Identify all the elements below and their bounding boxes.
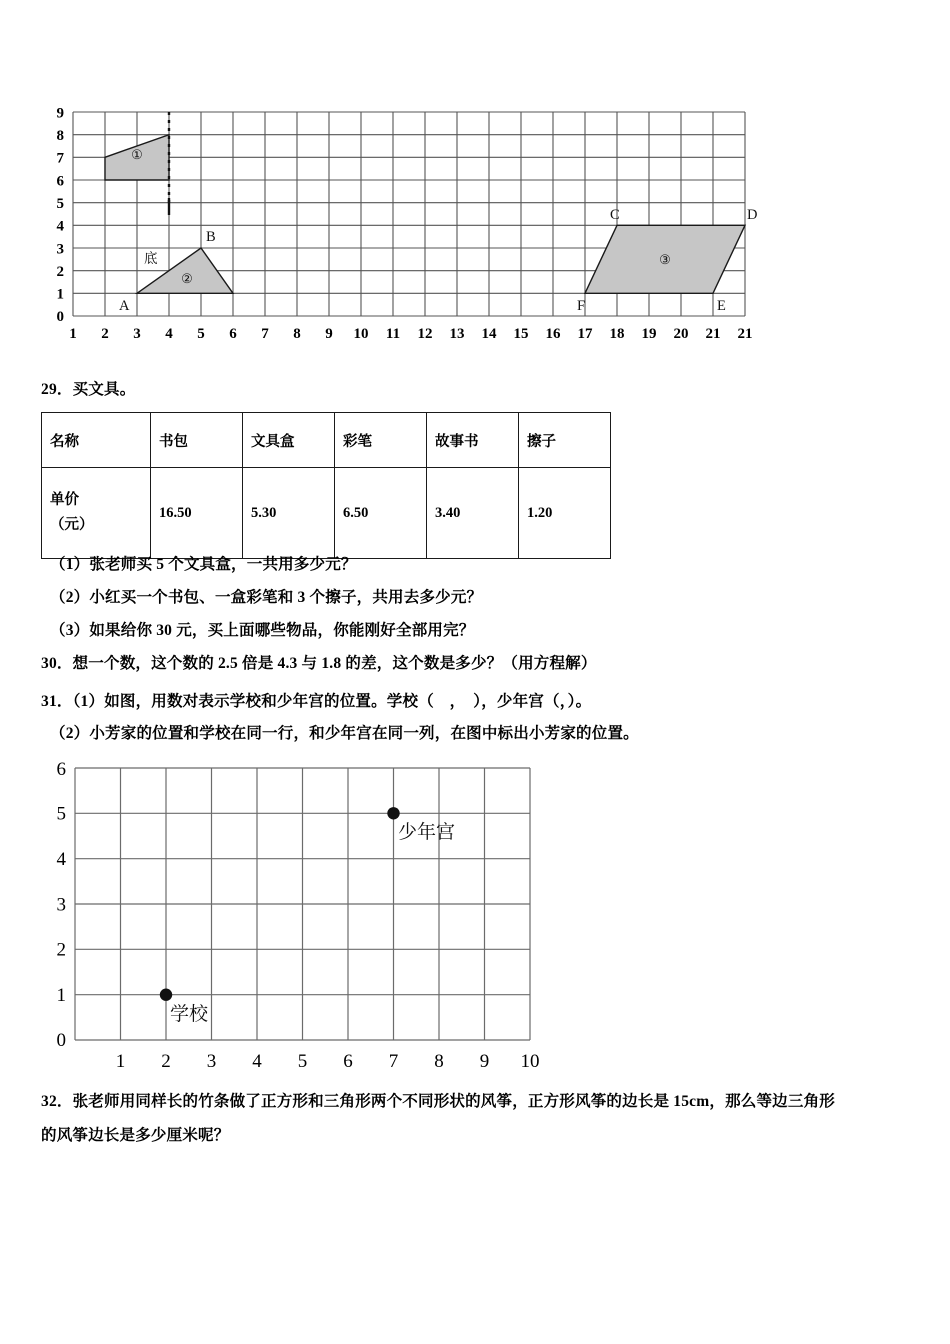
figure1-x-tick-labels — [69, 326, 752, 342]
question-32-line-1: 32．张老师用同样长的竹条做了正方形和三角形两个不同形状的风筝，正方形风筝的边长是 15cm，那么等边三角形 — [41, 1093, 835, 1110]
svg-text:19: 19 — [641, 326, 657, 342]
question-32-line-2: 的风筝边长是多少厘米呢？ — [41, 1127, 230, 1144]
svg-text:5: 5 — [56, 803, 66, 825]
svg-text:3: 3 — [56, 894, 66, 916]
point-school-label: 学校 — [170, 1004, 209, 1025]
grid-lines — [75, 768, 530, 1040]
question-31-line-1: 31．（1）如图，用数对表示学校和少年宫的位置。学校（ ， ），少年宫（，）。 — [41, 693, 592, 710]
svg-text:9: 9 — [325, 326, 333, 342]
svg-text:2: 2 — [56, 939, 66, 961]
svg-text:13: 13 — [449, 326, 465, 342]
svg-text:1: 1 — [115, 1051, 126, 1072]
table-header-colorpen: 彩笔 — [335, 413, 427, 468]
svg-text:10: 10 — [520, 1051, 540, 1072]
svg-text:5: 5 — [197, 326, 205, 342]
point-youth-palace-dot — [387, 807, 399, 819]
table-price-pencilcase: 5.30 — [243, 468, 335, 559]
base-label: 底 — [144, 251, 158, 266]
table-row-price — [42, 468, 611, 559]
table-header-storybook: 故事书 — [427, 413, 519, 468]
svg-text:16: 16 — [545, 326, 561, 342]
figure1-y-tick-labels — [57, 105, 65, 325]
svg-text:1: 1 — [56, 286, 64, 303]
shape-1-label: ① — [131, 147, 143, 162]
point-youth-palace-label: 少年宫 — [398, 822, 456, 843]
table-price-storybook: 3.40 — [427, 468, 519, 559]
svg-text:7: 7 — [261, 326, 269, 342]
table-price-backpack: 16.50 — [151, 468, 243, 559]
question-29-stem: 29．买文具。 — [41, 381, 136, 398]
price-label-line1: 单价 — [50, 492, 79, 508]
svg-text:4: 4 — [56, 218, 64, 235]
vertex-label-E: E — [717, 298, 726, 314]
svg-text:11: 11 — [385, 326, 401, 342]
figure2-y-tick-labels — [57, 759, 67, 1051]
svg-text:6: 6 — [343, 1051, 353, 1072]
figure-coordinate-grid — [40, 752, 580, 1077]
figure-grid-shapes — [40, 95, 770, 345]
table-price-label — [42, 468, 151, 559]
svg-text:1: 1 — [56, 985, 66, 1006]
svg-text:15: 15 — [513, 326, 529, 342]
svg-text:6: 6 — [229, 326, 237, 342]
svg-text:4: 4 — [252, 1051, 262, 1072]
stationery-price-table — [41, 412, 611, 559]
svg-text:21: 21 — [705, 326, 721, 342]
table-header-pencilcase: 文具盒 — [243, 413, 335, 468]
point-school-dot — [160, 989, 172, 1001]
question-29-sub-3: （3）如果给你 30 元，买上面哪些物品，你能刚好全部用完？ — [50, 622, 475, 639]
question-29-sub-2: （2）小红买一个书包、一盒彩笔和 3 个擦子，共用去多少元？ — [50, 589, 483, 606]
price-label-line2: （元） — [50, 517, 94, 533]
svg-text:10: 10 — [353, 326, 369, 342]
svg-text:12: 12 — [417, 326, 433, 342]
figure2-x-tick-labels — [116, 1051, 540, 1072]
figure2-svg — [40, 752, 580, 1077]
svg-text:14: 14 — [481, 326, 497, 342]
svg-text:17: 17 — [577, 326, 593, 342]
svg-text:18: 18 — [609, 326, 625, 342]
shape-2-label: ② — [181, 271, 193, 286]
vertex-label-D: D — [747, 207, 758, 223]
svg-text:5: 5 — [56, 196, 64, 212]
svg-text:4: 4 — [56, 849, 66, 870]
vertex-label-B: B — [206, 229, 216, 245]
table-row-header — [42, 413, 611, 468]
svg-text:20: 20 — [673, 326, 689, 342]
table-header-backpack: 书包 — [151, 413, 243, 468]
svg-text:2: 2 — [101, 326, 109, 342]
svg-text:6: 6 — [56, 759, 66, 780]
svg-text:2: 2 — [56, 264, 64, 280]
svg-text:9: 9 — [479, 1051, 490, 1072]
svg-text:9: 9 — [56, 105, 64, 122]
svg-text:7: 7 — [388, 1051, 399, 1072]
svg-text:21: 21 — [737, 326, 753, 342]
table-header-name: 名称 — [42, 413, 151, 468]
question-30-text: 30．想一个数，这个数的 2.5 倍是 4.3 与 1.8 的差，这个数是多少？（用方程解） — [41, 655, 597, 672]
svg-text:1: 1 — [69, 326, 77, 342]
svg-text:6: 6 — [56, 173, 64, 190]
figure1-svg — [40, 95, 770, 345]
svg-text:3: 3 — [56, 241, 64, 258]
svg-text:3: 3 — [133, 326, 141, 342]
table-price-eraser: 1.20 — [519, 468, 611, 559]
table-header-eraser: 擦子 — [519, 413, 611, 468]
svg-text:3: 3 — [206, 1051, 217, 1072]
svg-text:4: 4 — [165, 326, 173, 342]
shape-3-label: ③ — [659, 252, 671, 267]
svg-text:8: 8 — [434, 1051, 444, 1072]
table-price-colorpen: 6.50 — [335, 468, 427, 559]
svg-text:0: 0 — [56, 309, 64, 325]
svg-text:8: 8 — [293, 326, 301, 342]
vertex-label-A: A — [119, 298, 130, 314]
question-29-sub-1: （1）张老师买 5 个文具盒，一共用多少元？ — [50, 556, 357, 573]
svg-text:5: 5 — [297, 1051, 308, 1072]
svg-text:8: 8 — [56, 128, 64, 144]
vertex-label-C: C — [610, 207, 620, 223]
svg-text:0: 0 — [56, 1030, 66, 1051]
svg-text:2: 2 — [161, 1051, 171, 1072]
vertex-label-F: F — [577, 298, 586, 314]
svg-text:7: 7 — [56, 150, 64, 167]
question-31-line-2: （2）小芳家的位置和学校在同一行，和少年宫在同一列，在图中标出小芳家的位置。 — [50, 725, 639, 742]
